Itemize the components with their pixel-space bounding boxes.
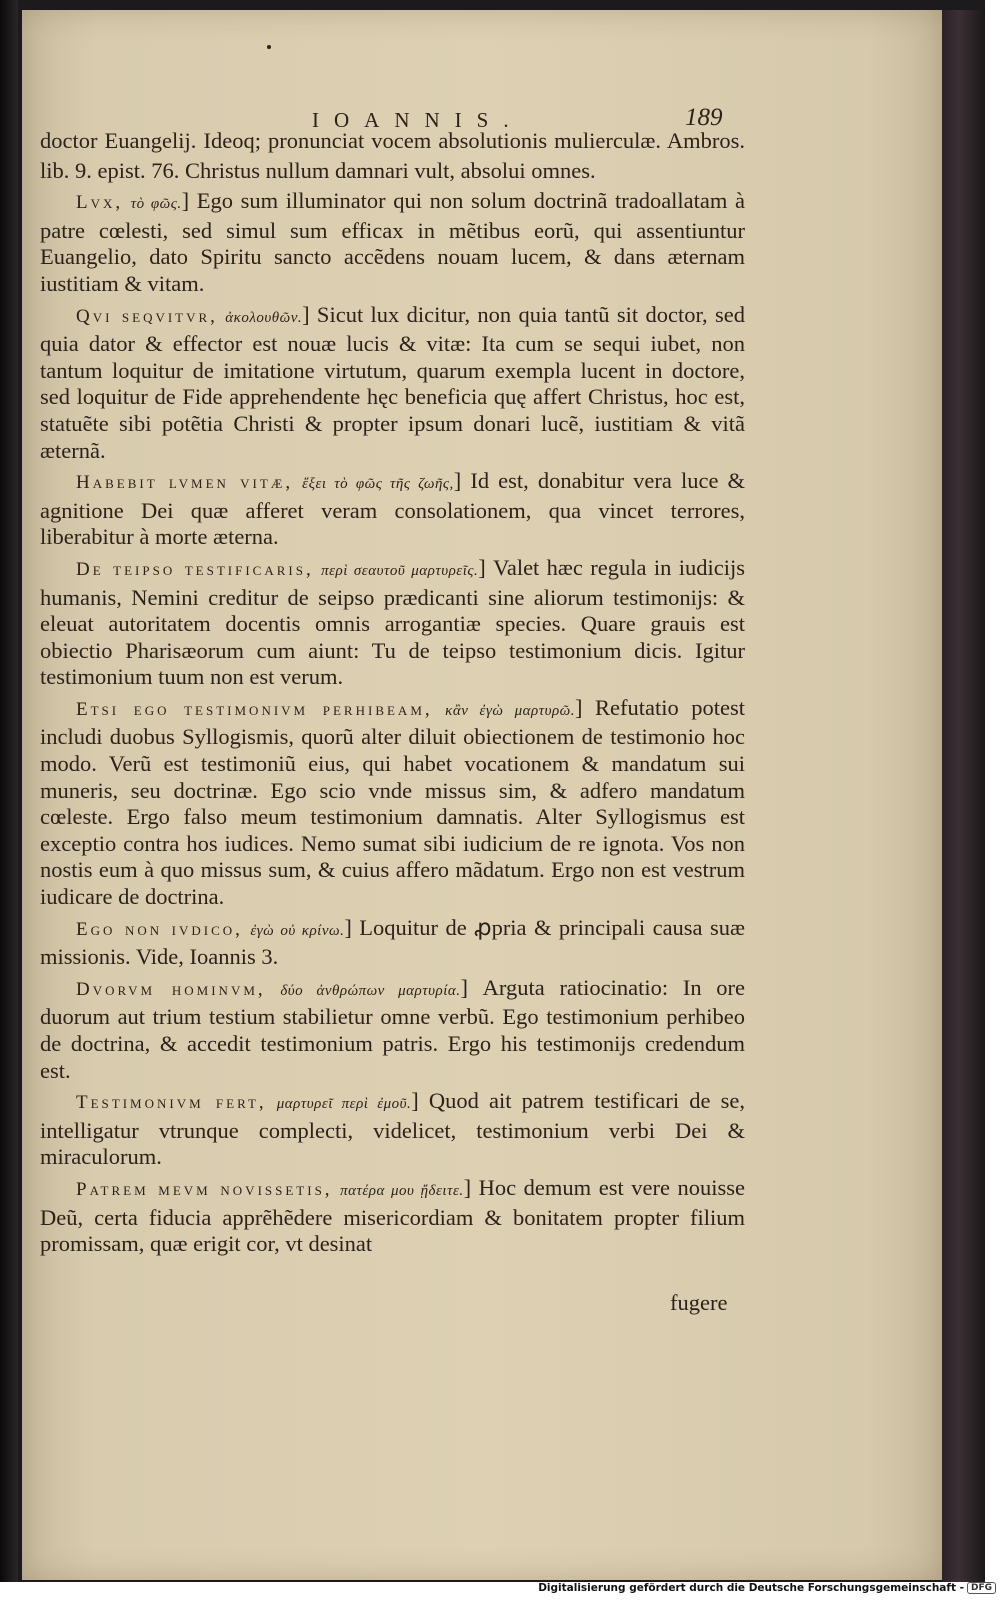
paragraph — [40, 302, 745, 465]
lemma: Dvorvm hominvm, — [76, 978, 266, 1000]
paragraph-text: ] Loquitur de ꝓpria & principali causa suæ missionis. Vide, Ioannis 3. — [40, 914, 745, 970]
binding-edge — [0, 0, 18, 1582]
greek-gloss: πατέρα μου ᾔδειτε. — [340, 1182, 464, 1199]
paragraph — [40, 975, 745, 1084]
lemma: Habebit lvmen vitæ, — [76, 472, 294, 494]
greek-gloss: τὸ φῶς. — [130, 196, 182, 213]
greek-gloss: μαρτυρεῖ περὶ ἐμοῦ. — [276, 1096, 412, 1113]
greek-gloss: κἂν ἐγὼ μαρτυρῶ. — [445, 702, 575, 719]
paragraph — [40, 188, 745, 297]
paragraph-text: ] Hoc demum est vere nouisse Deũ, certa fiducia apprẽhẽdere misericordiam & bonitatem propter filium promissam, quæ erigit cor, vt desinat — [40, 1174, 746, 1257]
body-text — [40, 128, 745, 1262]
paragraph-text: ] Quod ait patrem testificari de se, intelligatur vtrunque complecti, videlicet, testimonium verbi Dei & miraculorum. — [40, 1088, 745, 1170]
greek-gloss: περὶ σεαυτοῦ μαρτυρεῖς. — [321, 562, 479, 579]
lemma: Testimonivm fert, — [76, 1092, 267, 1114]
paragraph-text: ] Valet hæc regula in iudicijs humanis, Nemini creditur de seipso prædicanti sine aliorum testimonijs: & eleuat autoritatem docentis omnis arrogantiæ species. Quare grauis est obiectio Pharisæorum cum aiunt: Tu de teipso testimonium dicis. Igitur testimonium tuum non est verum. — [40, 554, 746, 690]
paragraph — [40, 1175, 745, 1258]
greek-gloss: ἕξει τὸ φῶς τῆς ζωῆς, — [302, 476, 454, 493]
paragraph-text: ] Sicut lux dicitur, non quia tantũ sit doctor, sed quia dator & effector est nouæ lucis & vitæ: Ita cum se sequi iubet, non tantum loquitur de imitatione virtutum, quarum exempla lucent in doctore, sed loquitur de Fide apprehendente hęc beneficia quę affert Christus, hoc est, statuẽte sibi potẽtia Christi & propter ipsum donari lucẽ, iustitiam & vitã æternã. — [40, 301, 746, 463]
greek-gloss: δύο ἀνθρώπων μαρτυρία. — [280, 982, 461, 999]
lemma: Ego non ivdico, — [76, 918, 243, 940]
ink-speck — [267, 45, 271, 49]
dfg-logo: DFG — [967, 1582, 996, 1594]
paragraph-text: ] Id est, donabitur vera luce & agnitione Dei quæ afferet veram consolationem, qua vincet terrores, liberabitur à morte æterna. — [40, 468, 746, 550]
lemma: Qvi seqvitvr, — [76, 305, 218, 327]
paragraph — [40, 555, 745, 691]
greek-gloss: ἀκολουθῶν. — [225, 309, 303, 326]
paragraph — [40, 915, 745, 971]
paragraph — [40, 468, 745, 551]
lemma: De teipso testificaris, — [76, 558, 314, 580]
page-edge-right — [942, 10, 985, 1582]
greek-gloss: ἐγὼ οὐ κρίνω. — [250, 922, 345, 939]
lemma: Patrem mevm novissetis, — [76, 1178, 333, 1200]
book-page — [22, 10, 942, 1580]
lemma: Lvx, — [76, 192, 124, 214]
page-number: 189 — [685, 104, 723, 131]
running-title: IOANNIS. — [312, 108, 524, 132]
paragraph — [40, 1088, 745, 1171]
catchword: fugere — [670, 1290, 728, 1315]
paragraph — [40, 128, 745, 184]
paragraph — [40, 695, 745, 911]
credit-text: Digitalisierung gefördert durch die Deutsche Forschungsgemeinschaft - — [538, 1582, 964, 1594]
paragraph-text: doctor Euangelij. Ideoq; pronunciat vocem absolutionis mulierculæ. Ambros. lib. 9. epist. 76. Christus nullum damnari vult, absolui omnes. — [40, 128, 745, 183]
lemma: Etsi ego testimonivm perhibeam, — [76, 698, 433, 720]
paragraph-text: ] Refutatio potest includi duobus Syllogismis, quorũ alter diluit obiectionem de testimonio hoc modo. Verũ est testimoniũ eius, qui habet vocationem & mandatum sui muneris, seu doctrinæ. Ego scio vnde missus sim, & adfero mandatum cœleste. Ergo falso meum testimonium damnatis. Alter Syllogismus est exceptio contra hos iudices. Nemo sumat sibi iudicium de re ignota. Vos non nostis eum à quo missus sum, & cuius affero mãdatum. Ergo non est vestrum iudicare de doctrina. — [40, 694, 746, 910]
paragraph-text: ] Ego sum illuminator qui non solum doctrinã tradoallatam à patre cœlesti, sed simul sum efficax in mẽtibus eorũ, qui assentiuntur Euangelio, dato Spiritu sancto accẽdens nouam lucem, & dans æternam iustitiam & vitam. — [40, 188, 746, 296]
digitization-credit — [538, 1582, 996, 1600]
paragraph-text: ] Arguta ratiocinatio: In ore duorum aut trium testium stabilietur omne verbũ. Ego testimonium perhibeo de doctrina, & accedit testimonium patris. Ergo his testimonijs credendum est. — [40, 974, 745, 1083]
